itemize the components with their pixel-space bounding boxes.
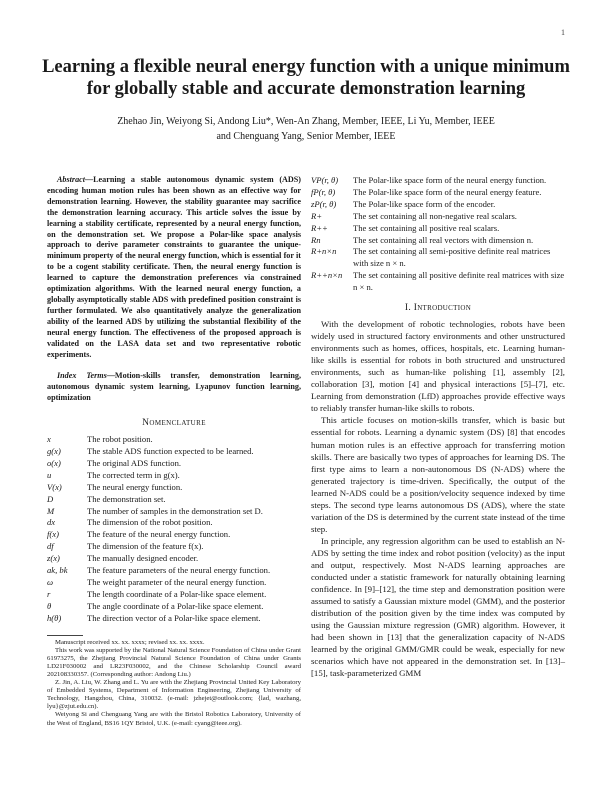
nomenclature-symbol: g(x) [47,446,61,457]
nomenclature-symbol: zP(r, θ) [311,198,337,209]
nomenclature-definition: The set containing all non-negative real scalars. [353,210,517,221]
nomenclature-symbol: Rn [311,234,321,245]
nomenclature-item [47,494,301,506]
nomenclature-symbol: fP(r, θ) [311,186,336,197]
nomenclature-item [47,541,301,553]
nomenclature-item [47,470,301,482]
nomenclature-definition: The Polar-like space form of the neural energy feature. [353,186,542,197]
nomenclature-definition: The Polar-like space form of the neural energy function. [353,175,547,185]
nomenclature-definition: The weight parameter of the neural energy function. [87,577,267,587]
nomenclature-symbol: o(x) [47,457,61,468]
nomenclature-symbol: df [47,541,54,552]
nomenclature-definition: The dimension of the robot position. [87,517,213,528]
nomenclature-item [47,434,301,446]
nomenclature-definition: The set containing all positive real scalars. [353,222,500,233]
nomenclature-item [47,553,301,565]
nomenclature-item [311,199,565,211]
nomenclature-item [47,517,301,529]
nomenclature-symbol: R+n×n [311,246,337,257]
abstract [47,175,301,360]
nomenclature-item [47,601,301,613]
body-paragraph: In principle, any regression algorithm can be used to establish an N-ADS by setting the time index and robot position (velocity) as the input and output, respectively. Most N-ADS learning approaches are conducted under a statistic framework for naturally obtaining learning confidence. In [9]–[12], the time step and demonstration position were assumed to satisfy a Gaussian mixture model (GMM), and the posterior distribution of the position given by the time index was computed by using the Gaussian mixture regression (GMR) algorithm. However, it had been shown in [13] that the generalization capacity of N-ADS learned by the original GMM/GMR could be weak, especially for new scenarios which have not appeared in the demonstration set. In [13]–[15], task-parameterized GMM [311,535,565,679]
nomenclature-item [47,613,301,625]
nomenclature-definition: The corrected term in g(x). [87,469,180,480]
nomenclature-symbol: r [47,588,51,599]
footnotes [47,639,301,728]
nomenclature-symbol: h(θ) [47,612,62,623]
footnote: This work was supported by the National Natural Science Foundation of China under Grant 61973275, the Zhejiang Provincial Natural Science Foundation of China under Grants LD21F030002 and LR23F030002, and the Chinese Scholarship Council award 202108330357. (Corresponding author: Andong Liu.) [47,646,301,678]
nomenclature-symbol: VP(r, θ) [311,175,339,185]
nomenclature-heading: Nomenclature [142,418,206,429]
abstract-label: Abstract [57,175,85,184]
nomenclature-symbol: ω [47,577,54,587]
nomenclature-symbol: ak, bk [47,565,68,576]
nomenclature-definition: The Polar-like space form of the encoder. [353,198,496,209]
nomenclature-list [47,434,301,625]
nomenclature-definition: The feature parameters of the neural energy function. [87,565,271,576]
nomenclature-item [47,565,301,577]
introduction-body [311,318,565,679]
index-terms-text: —Motion-skills transfer, demonstration learning, autonomous dynamic system learning, Lyapunov function learning, optimization [47,371,301,403]
author-block [40,114,572,144]
nomenclature-item [47,458,301,470]
nomenclature-definition: The manually designed encoder. [87,553,199,564]
nomenclature-definition: The stable ADS function expected to be learned. [87,446,254,457]
nomenclature-item [311,246,565,270]
nomenclature-definition: The original ADS function. [87,457,182,468]
nomenclature-symbol: V(x) [47,481,62,492]
nomenclature-item [311,211,565,223]
nomenclature-symbol: u [47,469,52,480]
nomenclature-definition: The neural energy function. [87,481,183,492]
nomenclature-definition: The length coordinate of a Polar-like space element. [87,588,267,599]
nomenclature-item [47,589,301,601]
abstract-text: —Learning a stable autonomous dynamic system (ADS) encoding human motion rules has been shown as an effective way for demonstration learning. However, the stability guarantee may sacrifice the demonstration learning accuracy. This article solves the issue by learning a stability certificate, represented by a neural energy function, on the demonstration set. We propose a Polar-like space analysis approach to derive parameter constraints to guarantee the unique-minimum property of the neural energy function, which is essential for it to be a cogent stability certificate. Then, the neural energy function is learned to capture the demonstration preferences via constrained optimization algorithms. With the learned neural energy function, a globally asymptotically stable ADS with predefined position constraint is further formulated. We also quantitatively analyze the generalization ability of the learned ADS by utilizing the substantial flexibility of the neural energy function. The effectiveness of the proposed approach is validated on the LASA data set and two representative robotic experiments. [47,175,301,359]
nomenclature-item [47,529,301,541]
nomenclature-symbol: x [47,434,51,445]
nomenclature-symbol: θ [47,600,52,611]
footnote-rule [47,635,83,636]
nomenclature-item [47,446,301,458]
left-column [47,175,301,728]
nomenclature-symbol: R++ [311,222,328,233]
index-terms [47,371,301,404]
nomenclature-definition: The set containing all real vectors with dimension n. [353,234,534,245]
nomenclature-item [311,270,565,294]
author-line-1: Zhehao Jin, Weiyong Si, Andong Liu*, Wen-An Zhang, Member, IEEE, Li Yu, Member, IEEE [117,116,495,127]
nomenclature-symbol: z(x) [47,553,60,564]
nomenclature-definition: The demonstration set. [87,493,166,504]
nomenclature-definition: The number of samples in the demonstration set D. [87,505,263,516]
nomenclature-list-continued [311,175,565,294]
nomenclature-definition: The feature of the neural energy function. [87,529,231,540]
paper-title: Learning a flexible neural energy function with a unique minimum for globally stable and accurate demonstration learning [42,57,570,99]
nomenclature-definition: The direction vector of a Polar-like space element. [87,612,261,623]
nomenclature-definition: The dimension of the feature f(x). [87,541,204,552]
introduction-heading: I. Introduction [404,303,472,314]
nomenclature-symbol: R++n×n [311,270,343,281]
nomenclature-definition: The robot position. [87,434,153,445]
nomenclature-symbol: D [47,493,54,504]
footnote: Weiyong Si and Chenguang Yang are with the Bristol Robotics Laboratory, University of the West of England, BS16 1QY Bristol, U.K. (e-mail: cyang@ieee.org). [47,711,301,727]
body-paragraph: This article focuses on motion-skills transfer, which is basic but essential for robots. Learning a dynamic system (DS) [8] that encodes human motion rules is an effective approach for transferring motion skills. There are basically two types of approaches for learning DS. The first type aims to learn a non-autonomous DS (N-ADS) where the generated trajectory is time-driven. Specifically, the output of the learned N-ADS could be a position/velocity sequence indexed by time steps. The second type learns autonomous DS (ADS), where the state variation of the DS is determined by the current state instead of the time step. [311,415,565,534]
nomenclature-symbol: R+ [311,210,323,221]
body-paragraph: With the development of robotic technologies, robots have been widely used in structured factory environments and other unstructured environments such as homes, offices, hospitals, etc. Learning human-like skills is essential for robots in both structured and unstructured environments, such as human-like polishing [1], assembly [2], collaboration [3], motion [4] and physical interactions [5]–[7], etc. Learning from demonstration (LfD) approaches provide effective ways to reliably transfer human-like skills to robots. [311,319,565,414]
nomenclature-item [311,235,565,247]
nomenclature-item [47,577,301,589]
author-line-2: and Chenguang Yang, Senior Member, IEEE [216,131,396,142]
nomenclature-symbol: dx [47,517,56,528]
nomenclature-symbol: f(x) [47,529,59,540]
nomenclature-item [47,482,301,494]
right-column [311,175,565,679]
nomenclature-definition: The set containing all positive definite real matrices with size n × n. [353,270,565,293]
footnote: Manuscript received xx. xx. xxxx; revised xx. xx. xxxx. [55,638,205,646]
nomenclature-definition: The angle coordinate of a Polar-like space element. [87,600,264,611]
index-terms-label: Index Terms [57,371,107,381]
footnote: Z. Jin, A. Liu, W. Zhang and L. Yu are with the Zhejiang Provincial United Key Laboratory of Embedded Systems, Department of Information Engineering, Zhejiang University of Technology, Hangzhou, China, 310032. (e-mail: jzhejet@outlook.com; {lad, wazhang, lyu}@zjut.edu.cn). [47,679,301,711]
nomenclature-item [311,187,565,199]
page-number: 1 [561,28,565,37]
nomenclature-item [311,175,565,187]
nomenclature-symbol: M [47,505,55,516]
nomenclature-item [47,506,301,518]
nomenclature-definition: The set containing all semi-positive definite real matrices with size n × n. [353,246,551,269]
nomenclature-item [311,223,565,235]
